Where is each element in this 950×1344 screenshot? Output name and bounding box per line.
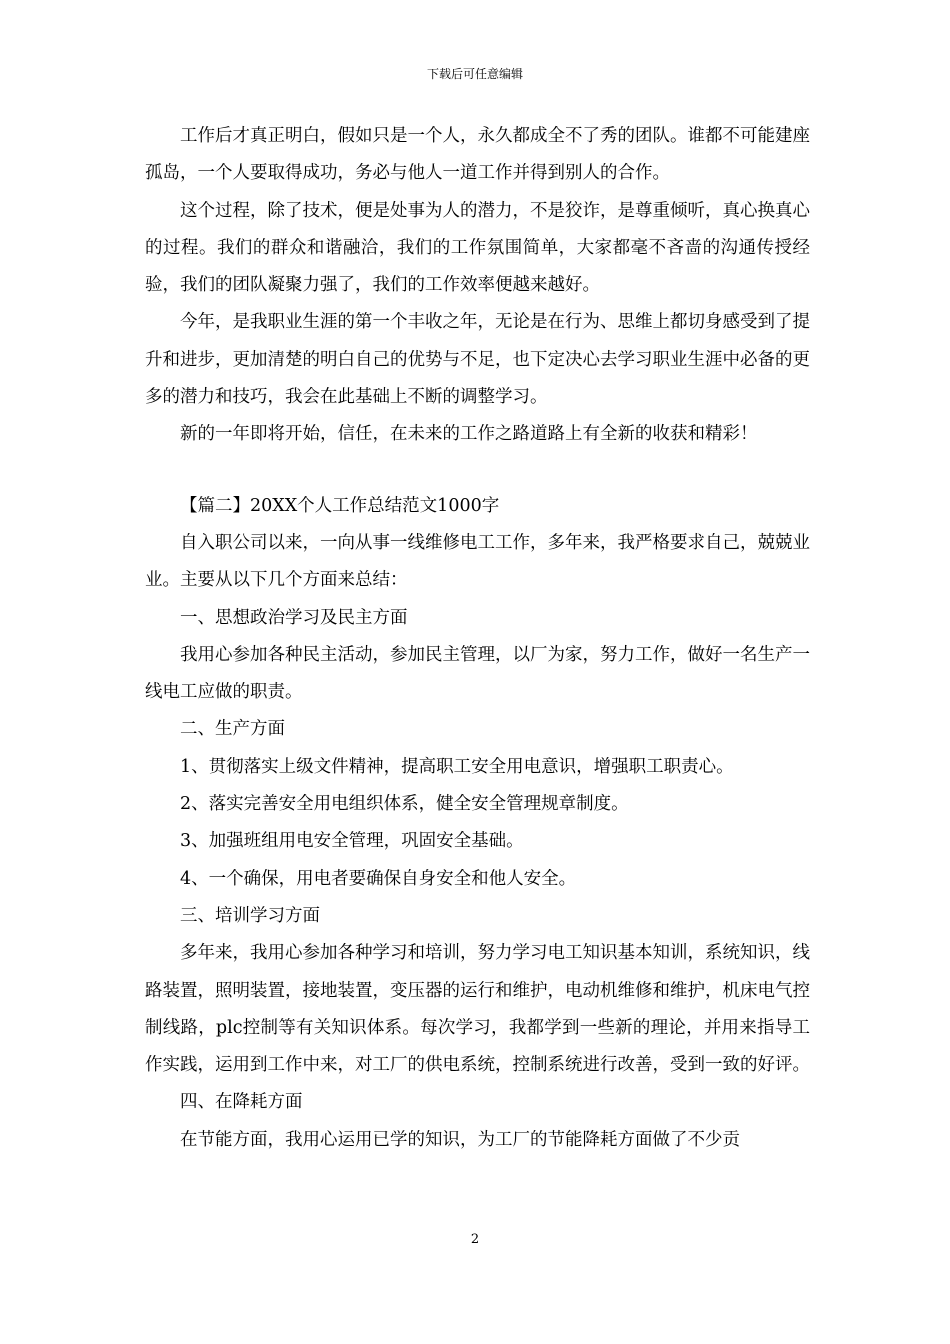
paragraph: 我用心参加各种民主活动，参加民主管理，以厂为家，努力工作，做好一名生产一线电工应做的职责。 (145, 644, 810, 703)
section-title: 【篇二】20XX个人工作总结范文1000字 (180, 495, 500, 516)
section-gap (145, 454, 810, 488)
paragraph: 多年来，我用心参加各种学习和培训，努力学习电工知识基本知训，系统知识，线路装置，照明装置，接地装置，变压器的运行和维护，电动机维修和维护，机床电气控制线路，plc控制等有关知识体系。每次学习，我都学到一些新的理论，并用来指导工作实践，运用到工作中来，对工厂的供电系统，控制系统进行改善，受到一致的好评。 (145, 943, 810, 1076)
list-item: 1、贯彻落实上级文件精神，提高职工安全用电意识，增强职工职责心。 (180, 756, 734, 777)
page-number: 2 (470, 1232, 480, 1247)
paragraph: 自入职公司以来，一向从事一线维修电工工作，多年来，我严格要求自己，兢兢业业。主要从以下几个方面来总结： (145, 532, 810, 591)
page-header: 下载后可任意编辑 (426, 67, 523, 81)
list-item: 4、一个确保，用电者要确保自身安全和他人安全。 (180, 868, 577, 889)
paragraph: 这个过程，除了技术，便是处事为人的潜力，不是狡诈，是尊重倾听，真心换真心的过程。我们的群众和谐融洽，我们的工作氛围简单，大家都毫不吝啬的沟通传授经验，我们的团队凝聚力强了，我们的工作效率便越来越好。 (145, 200, 810, 296)
list-item: 2、落实完善安全用电组织体系，健全安全管理规章制度。 (180, 794, 629, 815)
paragraph: 新的一年即将开始，信任，在未来的工作之路道路上有全新的收获和精彩！ (180, 424, 758, 445)
subheading: 三、培训学习方面 (180, 905, 320, 926)
subheading: 一、思想政治学习及民主方面 (180, 607, 408, 628)
paragraph: 在节能方面，我用心运用已学的知识，为工厂的节能降耗方面做了不少贡 (180, 1129, 740, 1150)
paragraph: 工作后才真正明白，假如只是一个人，永久都成全不了秀的团队。谁都不可能建座孤岛，一个人要取得成功，务必与他人一道工作并得到别人的合作。 (145, 126, 810, 184)
paragraph: 今年，是我职业生涯的第一个丰收之年，无论是在行为、思维上都切身感受到了提升和进步，更加清楚的明白自己的优势与不足，也下定决心去学习职业生涯中必备的更多的潜力和技巧，我会在此基础上不断的调整学习。 (145, 312, 810, 408)
subheading: 四、在降耗方面 (180, 1092, 303, 1113)
subheading: 二、生产方面 (180, 719, 285, 740)
list-item: 3、加强班组用电安全管理，巩固安全基础。 (180, 831, 524, 852)
document-body (145, 118, 810, 1159)
